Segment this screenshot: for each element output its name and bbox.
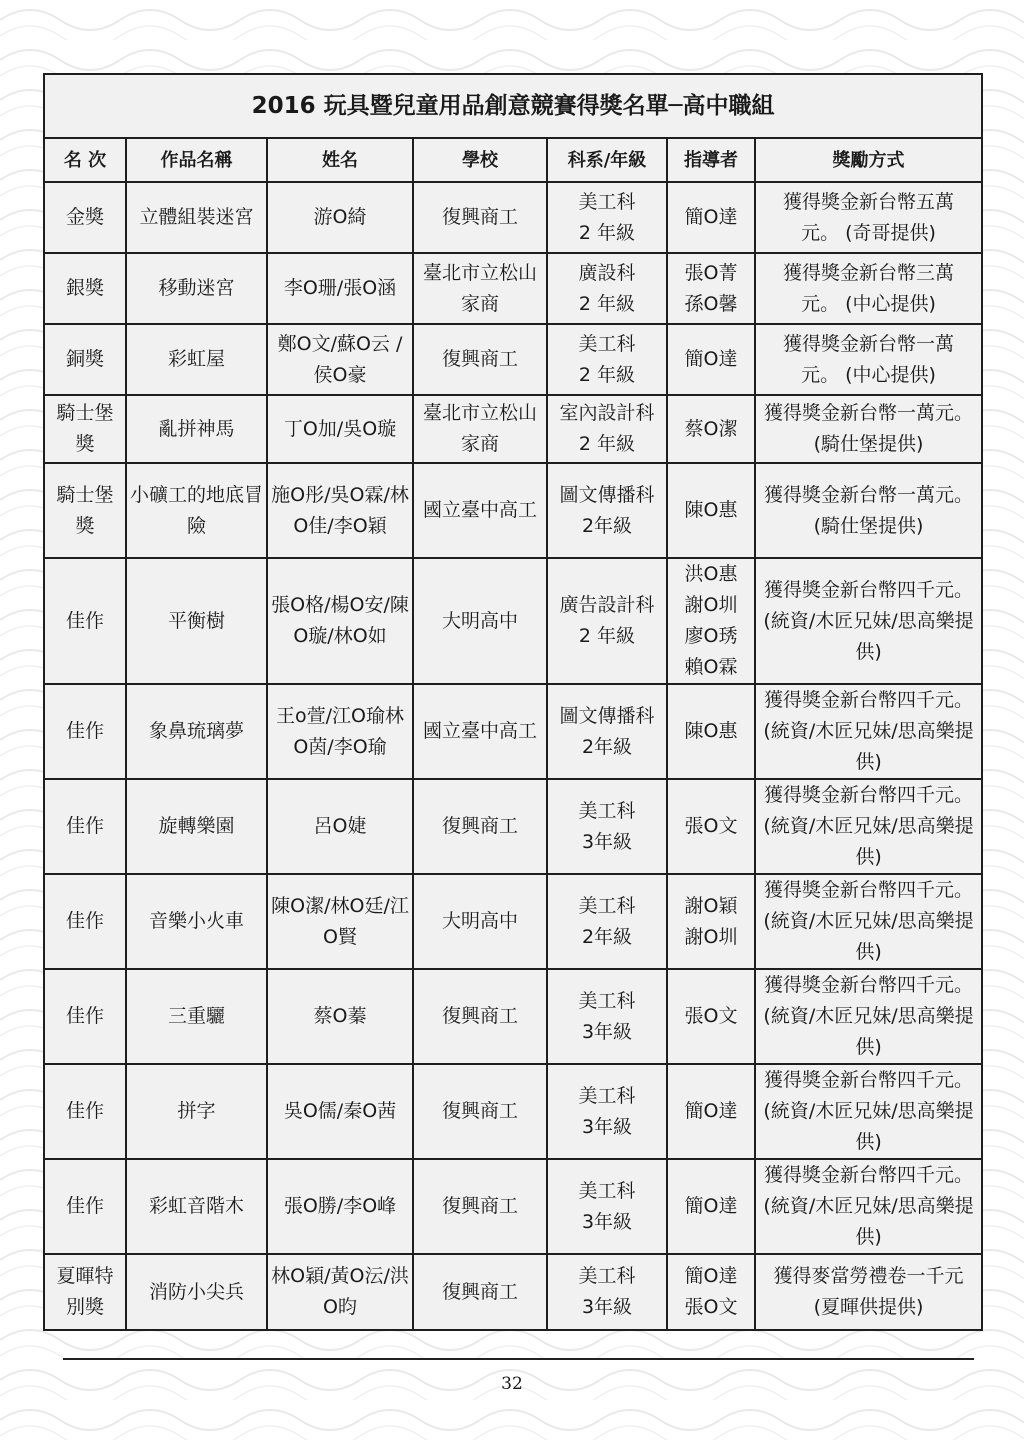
reward-cell-line: 獲得獎金新台幣一萬元。 — [764, 402, 974, 424]
advisor-cell — [667, 1254, 755, 1330]
advisor-cell — [667, 684, 755, 779]
advisor-cell-line: 簡O達 — [684, 1195, 738, 1217]
rank-cell: 佳作 — [44, 874, 126, 969]
table-row — [44, 874, 982, 969]
page-number: 32 — [501, 1374, 523, 1394]
names-cell: 施O彤/吳O霖/林O佳/李O穎 — [267, 463, 413, 558]
dept-cell-line: 美工科 — [578, 799, 636, 822]
header-rank: 名 次 — [44, 138, 126, 182]
advisor-cell-line: 張O文 — [684, 1005, 738, 1027]
reward-cell — [755, 1159, 982, 1254]
reward-cell-line: (騎仕堡提供) — [813, 514, 924, 537]
reward-cell-line: 獲得獎金新台幣四千元。 — [764, 879, 974, 901]
header-name: 姓名 — [267, 138, 413, 182]
dept-cell — [547, 969, 667, 1064]
footer-rule — [63, 1358, 974, 1360]
reward-cell-line: (統資/木匠兄妹/思高樂提供) — [763, 910, 974, 963]
dept-cell — [547, 684, 667, 779]
advisor-cell-line: 孫O馨 — [684, 292, 738, 315]
names-cell: 丁O加/吳O璇 — [267, 395, 413, 463]
dept-cell-line: 3年級 — [581, 1296, 633, 1318]
work-cell: 彩虹音階木 — [126, 1159, 267, 1254]
dept-cell-line: 美工科 — [578, 332, 636, 355]
dept-cell-line: 室內設計科 — [559, 402, 655, 424]
reward-cell — [755, 558, 982, 684]
reward-cell-line: 獲得麥當勞禮卷一千元 — [773, 1265, 964, 1287]
table-row — [44, 779, 982, 874]
reward-cell — [755, 684, 982, 779]
school-cell: 復興商工 — [413, 969, 547, 1064]
work-cell: 消防小尖兵 — [126, 1254, 267, 1330]
names-cell: 游O綺 — [267, 182, 413, 253]
advisor-cell — [667, 779, 755, 874]
rank-cell: 金獎 — [44, 182, 126, 253]
names-cell: 呂O婕 — [267, 779, 413, 874]
dept-cell — [547, 558, 667, 684]
header-reward: 獎勵方式 — [755, 138, 982, 182]
dept-cell-line: 美工科 — [578, 1265, 636, 1287]
dept-cell — [547, 1064, 667, 1159]
school-cell: 復興商工 — [413, 779, 547, 874]
reward-cell — [755, 1064, 982, 1159]
work-cell: 小礦工的地底冒險 — [126, 463, 267, 558]
reward-cell-line: 獲得獎金新台幣一萬元。 — [764, 483, 974, 506]
dept-cell-line: 廣設科 — [578, 261, 636, 284]
reward-cell-line: 獲得獎金新台幣三萬 — [783, 261, 955, 284]
advisor-cell — [667, 395, 755, 463]
names-cell: 陳O潔/林O廷/江O賢 — [267, 874, 413, 969]
dept-cell-line: 美工科 — [578, 1084, 636, 1107]
dept-cell-line: 2年級 — [581, 514, 633, 537]
advisor-cell-line: 簡O達 — [684, 1265, 738, 1287]
names-cell: 林O穎/黃O沄/洪O昀 — [267, 1254, 413, 1330]
header-work: 作品名稱 — [126, 138, 267, 182]
dept-cell-line: 圖文傳播科 — [559, 483, 655, 506]
header-dept: 科系/年級 — [547, 138, 667, 182]
dept-cell — [547, 1159, 667, 1254]
reward-cell — [755, 324, 982, 395]
reward-cell-line: 獲得獎金新台幣四千元。 — [764, 578, 974, 601]
advisor-cell-line: 簡O達 — [684, 206, 738, 228]
advisor-cell — [667, 463, 755, 558]
school-cell: 國立臺中高工 — [413, 684, 547, 779]
advisor-cell-line: 蔡O潔 — [684, 417, 738, 440]
reward-cell — [755, 1254, 982, 1330]
dept-cell-line: 美工科 — [578, 894, 636, 917]
award-table — [43, 73, 983, 1331]
reward-cell-line: (統資/木匠兄妹/思高樂提供) — [763, 1100, 974, 1153]
reward-cell — [755, 779, 982, 874]
school-cell: 復興商工 — [413, 1159, 547, 1254]
reward-cell-line: 獲得獎金新台幣四千元。 — [764, 784, 974, 806]
dept-cell-line: 圖文傳播科 — [559, 704, 655, 727]
table-row — [44, 558, 982, 684]
dept-cell-line: 2 年級 — [578, 625, 636, 647]
names-cell: 王o萱/江O瑜林O茵/李O瑜 — [267, 684, 413, 779]
dept-cell-line: 3年級 — [581, 1020, 633, 1043]
work-cell: 移動迷宮 — [126, 253, 267, 324]
table-row — [44, 684, 982, 779]
reward-cell-line: 元。 (中心提供) — [801, 292, 936, 315]
dept-cell-line: 3年級 — [581, 1210, 633, 1233]
dept-cell — [547, 463, 667, 558]
reward-cell — [755, 874, 982, 969]
rank-cell: 佳作 — [44, 1064, 126, 1159]
dept-cell-line: 2年級 — [581, 735, 633, 758]
advisor-cell — [667, 182, 755, 253]
names-cell: 張O格/楊O安/陳O璇/林O如 — [267, 558, 413, 684]
table-row — [44, 253, 982, 324]
advisor-cell-line: 謝O圳 — [684, 594, 738, 616]
dept-cell — [547, 182, 667, 253]
advisor-cell — [667, 1064, 755, 1159]
reward-cell-line: 元。 (奇哥提供) — [801, 221, 936, 244]
reward-cell-line: (統資/木匠兄妹/思高樂提供) — [763, 1005, 974, 1058]
dept-cell-line: 美工科 — [578, 1179, 636, 1202]
dept-cell-line: 3年級 — [581, 830, 633, 853]
work-cell: 亂拼神馬 — [126, 395, 267, 463]
reward-cell — [755, 969, 982, 1064]
rank-cell: 佳作 — [44, 558, 126, 684]
dept-cell — [547, 253, 667, 324]
reward-cell-line: 獲得獎金新台幣一萬 — [783, 332, 955, 355]
rank-cell: 騎士堡獎 — [44, 463, 126, 558]
work-cell: 三重驪 — [126, 969, 267, 1064]
dept-cell — [547, 874, 667, 969]
table-row — [44, 1064, 982, 1159]
advisor-cell-line: 張O文 — [684, 1296, 738, 1318]
reward-cell — [755, 253, 982, 324]
rank-cell: 騎士堡獎 — [44, 395, 126, 463]
names-cell: 吳O儒/秦O茜 — [267, 1064, 413, 1159]
names-cell: 李O珊/張O涵 — [267, 253, 413, 324]
reward-cell-line: (騎仕堡提供) — [813, 433, 924, 455]
work-cell: 立體組裝迷宮 — [126, 182, 267, 253]
advisor-cell — [667, 874, 755, 969]
school-cell: 復興商工 — [413, 324, 547, 395]
dept-cell-line: 2年級 — [581, 925, 633, 948]
table-row — [44, 1159, 982, 1254]
advisor-cell-line: 廖O琇 — [684, 625, 738, 647]
rank-cell: 佳作 — [44, 684, 126, 779]
reward-cell-line: (統資/木匠兄妹/思高樂提供) — [763, 609, 974, 663]
table-row — [44, 463, 982, 558]
work-cell: 拼字 — [126, 1064, 267, 1159]
dept-cell-line: 2 年級 — [578, 363, 636, 386]
advisor-cell-line: 簡O達 — [684, 348, 738, 370]
rank-cell: 佳作 — [44, 969, 126, 1064]
school-cell: 復興商工 — [413, 1254, 547, 1330]
dept-cell-line: 2 年級 — [578, 221, 636, 244]
school-cell: 臺北市立松山家商 — [413, 253, 547, 324]
dept-cell — [547, 1254, 667, 1330]
advisor-cell — [667, 558, 755, 684]
school-cell: 大明高中 — [413, 558, 547, 684]
advisor-cell — [667, 324, 755, 395]
school-cell: 復興商工 — [413, 1064, 547, 1159]
table-row — [44, 1254, 982, 1330]
work-cell: 彩虹屋 — [126, 324, 267, 395]
reward-cell-line: 獲得獎金新台幣五萬 — [783, 190, 955, 213]
dept-cell — [547, 324, 667, 395]
reward-cell-line: (夏暉供提供) — [813, 1296, 924, 1318]
dept-cell-line: 2 年級 — [578, 433, 636, 455]
school-cell: 國立臺中高工 — [413, 463, 547, 558]
dept-cell — [547, 779, 667, 874]
dept-cell-line: 3年級 — [581, 1115, 633, 1138]
school-cell: 臺北市立松山家商 — [413, 395, 547, 463]
work-cell: 旋轉樂園 — [126, 779, 267, 874]
school-cell: 大明高中 — [413, 874, 547, 969]
dept-cell-line: 美工科 — [578, 989, 636, 1012]
advisor-cell — [667, 253, 755, 324]
reward-cell-line: 獲得獎金新台幣四千元。 — [764, 1164, 974, 1186]
advisor-cell-line: 陳O惠 — [684, 499, 738, 521]
reward-cell-line: 元。 (中心提供) — [801, 363, 936, 386]
header-row — [44, 138, 982, 182]
table-row — [44, 969, 982, 1064]
advisor-cell-line: 洪O惠 — [684, 563, 738, 585]
reward-cell — [755, 463, 982, 558]
work-cell: 象鼻琉璃夢 — [126, 684, 267, 779]
advisor-cell-line: 張O菁 — [684, 261, 738, 284]
dept-cell-line: 美工科 — [578, 190, 636, 213]
rank-cell: 銅獎 — [44, 324, 126, 395]
header-school: 學校 — [413, 138, 547, 182]
dept-cell-line: 廣告設計科 — [559, 594, 655, 616]
rank-cell: 銀獎 — [44, 253, 126, 324]
names-cell: 蔡O蓁 — [267, 969, 413, 1064]
table-row — [44, 395, 982, 463]
advisor-cell-line: 張O文 — [684, 815, 738, 837]
reward-cell — [755, 182, 982, 253]
advisor-cell-line: 簡O達 — [684, 1100, 738, 1122]
rank-cell: 佳作 — [44, 1159, 126, 1254]
names-cell: 鄭O文/蘇O云 /侯O豪 — [267, 324, 413, 395]
advisor-cell-line: 謝O圳 — [684, 925, 738, 948]
reward-cell-line: (統資/木匠兄妹/思高樂提供) — [763, 815, 974, 868]
rank-cell: 夏暉特別獎 — [44, 1254, 126, 1330]
reward-cell-line: 獲得獎金新台幣四千元。 — [764, 689, 974, 711]
work-cell: 平衡樹 — [126, 558, 267, 684]
school-cell: 復興商工 — [413, 182, 547, 253]
table-row — [44, 324, 982, 395]
header-advisor: 指導者 — [667, 138, 755, 182]
advisor-cell — [667, 969, 755, 1064]
advisor-cell — [667, 1159, 755, 1254]
advisor-cell-line: 賴O霖 — [684, 656, 738, 678]
reward-cell-line: (統資/木匠兄妹/思高樂提供) — [763, 1195, 974, 1248]
advisor-cell-line: 謝O穎 — [684, 894, 738, 917]
reward-cell-line: 獲得獎金新台幣四千元。 — [764, 974, 974, 996]
work-cell: 音樂小火車 — [126, 874, 267, 969]
dept-cell — [547, 395, 667, 463]
table-title: 2016 玩具暨兒童用品創意競賽得獎名單─高中職組 — [44, 74, 982, 138]
reward-cell — [755, 395, 982, 463]
reward-cell-line: 獲得獎金新台幣四千元。 — [764, 1069, 974, 1091]
advisor-cell-line: 陳O惠 — [684, 720, 738, 742]
reward-cell-line: (統資/木匠兄妹/思高樂提供) — [763, 720, 974, 773]
table-row — [44, 182, 982, 253]
names-cell: 張O勝/李O峰 — [267, 1159, 413, 1254]
dept-cell-line: 2 年級 — [578, 292, 636, 315]
rank-cell: 佳作 — [44, 779, 126, 874]
